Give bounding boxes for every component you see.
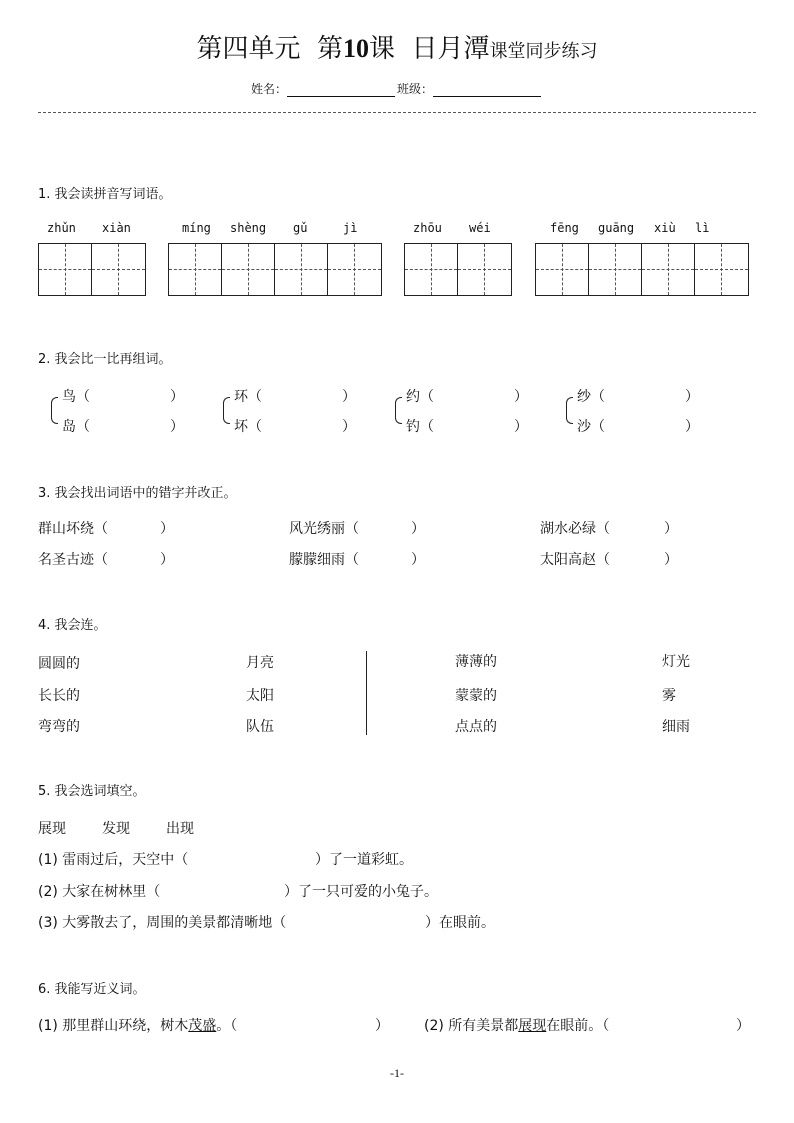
sentence-3-end: ）在眼前。 [425,915,495,931]
paren-close: ） [411,521,425,537]
page-number: -1- [390,1066,404,1080]
synonym-sentence-1 [38,1015,237,1035]
name-blank[interactable] [287,84,395,97]
grid-cell[interactable] [458,244,511,295]
paren-close: ） [736,1018,750,1034]
grid-cell[interactable] [405,244,458,295]
match-left[interactable]: 圆圆的 [38,656,80,672]
error-word: 湖水必绿（ [540,521,610,537]
paren-close: ） [160,521,174,537]
paren-close: ） [514,389,528,405]
writing-grid[interactable] [38,243,146,296]
error-word: 朦朦细雨（ [289,552,359,568]
word-option: 发现 [102,821,130,837]
paren-close: ） [170,419,184,435]
paren-close: ） [342,419,356,435]
match-left[interactable]: 薄薄的 [455,654,497,670]
match-left[interactable]: 点点的 [455,719,497,735]
match-left[interactable]: 长长的 [38,688,80,704]
pair-bottom: 沙（ [577,419,605,435]
pinyin: xiàn [102,221,131,235]
match-right[interactable]: 雾 [662,688,676,704]
q3-heading: 3. 我会找出词语中的错字并改正。 [38,486,237,501]
brace [51,397,58,424]
pinyin: lì [695,221,710,235]
paren-close: ） [685,419,699,435]
match-right[interactable]: 月亮 [246,655,274,671]
grid-cell[interactable] [589,244,642,295]
q6-heading: 6. 我能写近义词。 [38,982,146,997]
brace [395,397,402,424]
error-word: 名圣古迹（ [38,552,108,568]
pair-bottom: 坏（ [234,419,262,435]
divider [38,112,756,113]
writing-grid[interactable] [168,243,382,296]
sentence-2-start: (2) 大家在树林里（ [38,884,161,900]
title-lesson-suffix: 课 [369,34,396,64]
page-title [0,28,794,65]
match-right[interactable]: 太阳 [246,688,274,704]
word-option: 展现 [38,821,66,837]
match-right[interactable]: 灯光 [662,654,690,670]
name-label: 姓名： [250,82,287,96]
pinyin: míng [182,221,211,235]
error-word: 群山坏绕（ [38,521,108,537]
title-lesson-number: 10 [343,34,369,63]
pair-top: 环（ [234,389,262,405]
q2-heading: 2. 我会比一比再组词。 [38,352,172,367]
paren-close: ） [664,521,678,537]
title-lesson-prefix: 第 [316,34,343,64]
word-option: 出现 [166,821,194,837]
match-right[interactable]: 细雨 [662,719,690,735]
grid-cell[interactable] [39,244,92,295]
paren-close: ） [170,389,184,405]
pinyin: fēng [550,221,579,235]
grid-cell[interactable] [169,244,222,295]
sentence-3-start: (3) 大雾散去了，周围的美景都清晰地（ [38,915,287,931]
grid-cell[interactable] [275,244,328,295]
class-blank[interactable] [433,84,541,97]
pair-bottom: 岛（ [62,419,90,435]
pinyin: gǔ [293,221,308,235]
underlined-word: 展现 [518,1018,547,1034]
paren-close: ） [160,552,174,568]
paren-close: ） [514,419,528,435]
title-unit: 第四单元 [196,34,301,64]
pinyin: xiù [654,221,676,235]
sentence-2-end: ）了一只可爱的小兔子。 [284,884,438,900]
brace [566,397,573,424]
paren-close: ） [411,552,425,568]
column-divider [366,651,367,735]
match-left[interactable]: 蒙蒙的 [455,688,497,704]
grid-cell[interactable] [92,244,145,295]
pair-bottom: 钓（ [406,419,434,435]
paren-close: ） [342,389,356,405]
pinyin: zhōu [413,221,442,235]
synonym-text: 。（ [216,1018,238,1034]
grid-cell[interactable] [536,244,589,295]
synonym-text: (1) 那里群山环绕，树木 [38,1018,189,1034]
synonym-sentence-2 [424,1015,609,1035]
pair-top: 鸟（ [62,389,90,405]
match-right[interactable]: 队伍 [246,719,274,735]
q4-heading: 4. 我会连。 [38,618,107,633]
writing-grid[interactable] [535,243,749,296]
class-label: 班级： [397,82,434,96]
student-info [0,80,794,97]
paren-close: ） [685,389,699,405]
sentence-1-start: (1) 雷雨过后，天空中（ [38,852,189,868]
match-left[interactable]: 弯弯的 [38,719,80,735]
grid-cell[interactable] [695,244,748,295]
synonym-text: (2) 所有美景都 [424,1018,519,1034]
pinyin: zhǔn [47,221,76,235]
pair-top: 纱（ [577,389,605,405]
error-word: 太阳高赵（ [540,552,610,568]
q5-heading: 5. 我会选词填空。 [38,784,146,799]
title-subtitle: 课堂同步练习 [489,41,598,62]
error-word: 风光绣丽（ [289,521,359,537]
q1-heading: 1. 我会读拼音写词语。 [38,187,172,202]
pinyin: wéi [469,221,491,235]
pinyin: guāng [598,221,635,235]
brace [223,397,230,424]
title-lesson-name: 日月潭 [411,34,490,64]
grid-cell[interactable] [222,244,275,295]
pinyin: jì [343,221,358,235]
paren-close: ） [664,552,678,568]
synonym-text: 在眼前。（ [546,1018,610,1034]
sentence-1-end: ）了一道彩虹。 [315,852,413,868]
writing-grid[interactable] [404,243,512,296]
grid-cell[interactable] [328,244,381,295]
underlined-word: 茂盛 [188,1018,217,1034]
pinyin: shèng [230,221,267,235]
pair-top: 约（ [406,389,434,405]
grid-cell[interactable] [642,244,695,295]
paren-close: ） [375,1018,389,1034]
